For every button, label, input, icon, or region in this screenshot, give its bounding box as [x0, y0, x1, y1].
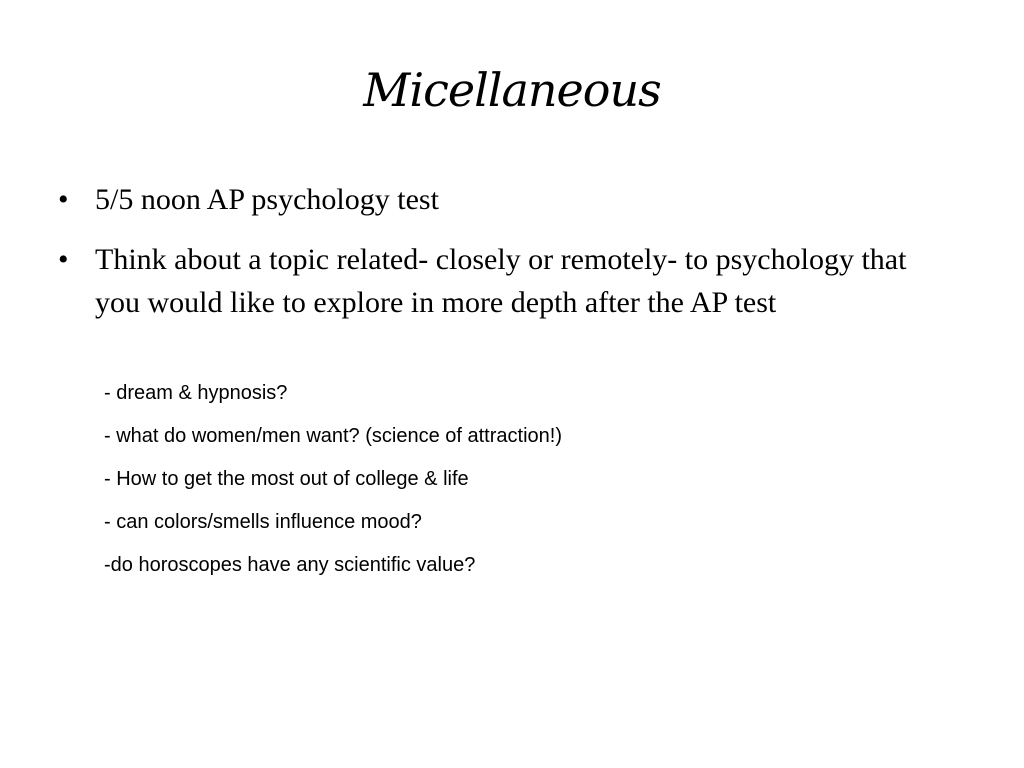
bullet-text: Think about a topic related- closely or remotely- to psychology that you would like to explore in more depth after the AP test: [95, 243, 907, 319]
bullet-dot-icon: •: [58, 183, 69, 216]
sub-item: - How to get the most out of college & life: [104, 468, 469, 490]
sub-item: -do horoscopes have any scientific value?: [104, 554, 476, 576]
bullet-text: 5/5 noon AP psychology test: [95, 183, 439, 216]
bullet-item: [58, 178, 958, 221]
bullet-list: [58, 178, 958, 324]
slide-title: Micellaneous: [363, 63, 661, 117]
sub-item: - what do women/men want? (science of attraction!): [104, 425, 562, 447]
bullet-dot-icon: •: [58, 243, 69, 276]
sub-item: - can colors/smells influence mood?: [104, 511, 422, 533]
sub-item: - dream & hypnosis?: [104, 382, 288, 404]
sub-item-list: [104, 379, 904, 594]
bullet-item: [58, 238, 958, 324]
